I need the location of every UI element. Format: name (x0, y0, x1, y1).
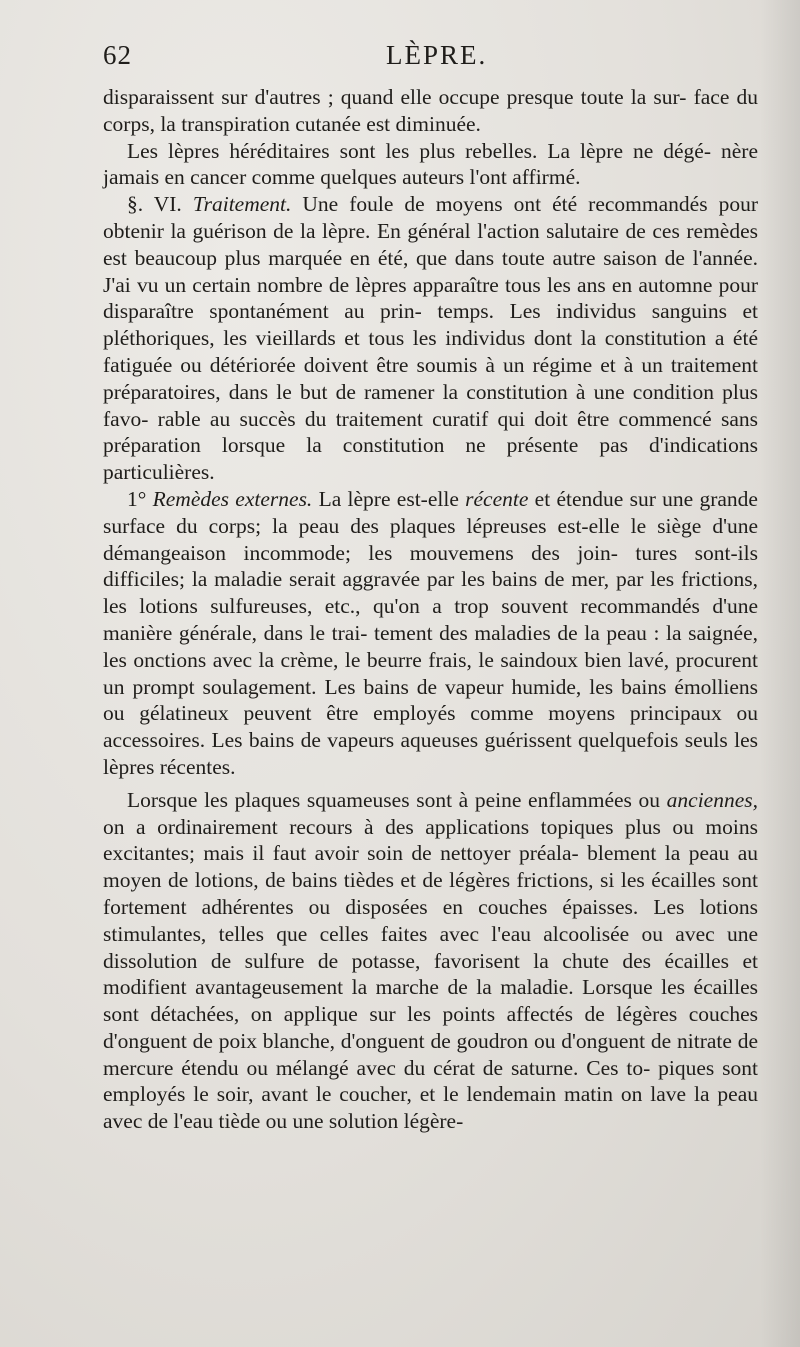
list-marker: 1° (127, 486, 153, 511)
paragraph-traitement (103, 191, 758, 486)
text-run: on a ordinairement recours à des applications topiques plus ou moins excitantes; mais il faut avoir soin de nettoyer préala- blement la peau au moyen de lotions, de bains tièdes et de légères frictions, si les écailles sont fortement adhérentes ou disposées en couches épaisses. Les lotions stimulantes, telles que celles faites avec l'eau alcoolisée ou avec une dissolution de sulfure de potasse, favorisent la chute des écailles et modifient avantageusement la marche de la maladie. Lorsque les écailles sont détachées, on applique sur les points affectés de légères couches d'onguent de poix blanche, d'onguent de goudron ou d'onguent de nitrate de mercure étendu ou mélangé avec du cérat de saturne. Ces to- piques sont employés le soir, avant le coucher, et le lendemain matin on lave la peau avec de l'eau tiède ou une solution légère- (103, 814, 758, 1134)
running-title: LÈPRE. (386, 40, 488, 70)
text-run: disparaissent sur d'autres ; quand elle occupe presque toute la sur- face du corps, la transpiration cutanée est diminuée. (103, 85, 758, 136)
page-edge-shadow (760, 0, 800, 1347)
emphasis-recente: récente (465, 486, 529, 511)
paragraph-continuation (103, 84, 758, 138)
paragraph-anciennes (103, 787, 758, 1135)
paragraph-hereditary (103, 138, 758, 192)
text-run: Une foule de moyens ont été recommandés pour obtenir la guérison de la lèpre. En général l'action salutaire de ces remèdes est beaucoup plus marquée en été, que dans toute autre saison de l'année. J'ai vu un certain nombre de lèpres apparaître tous les ans en automne pour disparaître spontanément au prin- temps. Les individus sanguins et pléthoriques, les vieillards et tous les individus dont la constitution a été fatiguée ou détériorée doivent être soumis à un régime et à un traitement préparatoires, dans le but de ramener la constitution à une condition plus favo- rable au succès du traitement curatif qui doit être commencé sans préparation lorsque la constitution ne présente pas d'indications particulières. (103, 192, 758, 485)
text-run: et étendue sur une grande surface du corps; la peau des plaques lépreuses est-elle le siège d'une démangeaison incommode; les mouvemens des join- tures sont-ils difficiles; la maladie serait aggravée par les bains de mer, par les frictions, les lotions sulfureuses, etc., qu'on a trop souvent recommandés d'une manière générale, dans le trai- tement des maladies de la peau : la saignée, les onctions avec la crème, le beurre frais, le saindoux bien lavé, procurent un prompt soulagement. Les bains de vapeur humide, les bains émolliens ou gélatineux peuvent être employés comme moyens principaux ou accessoires. Les bains de vapeurs aqueuses guérissent quelquefois seuls les lèpres récentes. (103, 486, 758, 779)
text-run: Lorsque les plaques squameuses sont à peine enflammées ou (127, 787, 667, 812)
page-header (103, 38, 763, 78)
text-run: La lèpre est-elle (312, 486, 466, 511)
paragraph-remedes-externes (103, 486, 758, 781)
section-marker: §. VI. (127, 192, 193, 217)
body-text (103, 84, 758, 1135)
emphasis-anciennes: anciennes, (666, 787, 758, 812)
text-run: Les lèpres héréditaires sont les plus rebelles. La lèpre ne dégé- nère jamais en cancer comme quelques auteurs l'ont affirmé. (103, 138, 758, 190)
page-number: 62 (103, 40, 132, 70)
subheading-remedes-externes: Remèdes externes. (152, 486, 313, 511)
section-heading-traitement: Traitement. (192, 192, 292, 217)
